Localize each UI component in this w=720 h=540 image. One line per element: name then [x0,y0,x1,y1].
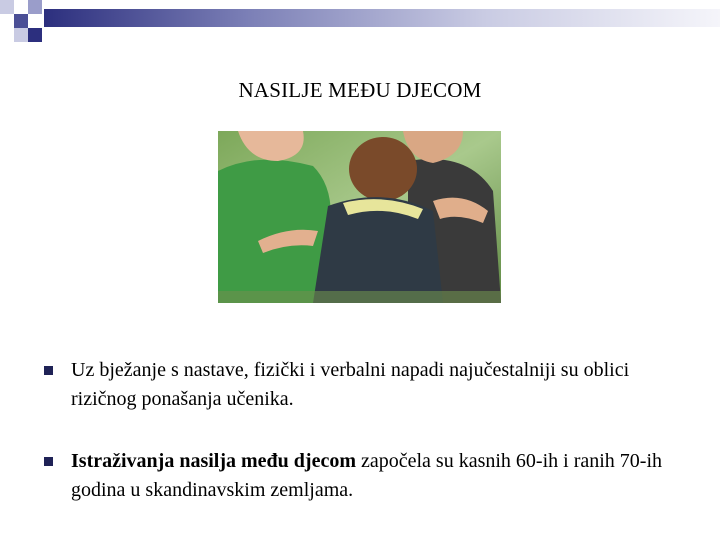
bullet-bold-text: Istraživanja nasilja među djecom [71,450,356,472]
square-bullet-icon [44,366,53,375]
bullet-text: Uz bježanje s nastave, fizički i verbalni napadi najučestalniji su oblici rizičnog ponašanja učenika. [71,359,630,410]
list-item [44,447,684,505]
slide-title: NASILJE MEĐU DJECOM [238,78,482,102]
children-fighting-photo [218,131,501,303]
bullet-text: započela su kasnih 60-ih i ranih 70-ih godina u skandinavskim zemljama. [71,450,663,501]
header-gradient-band [44,9,720,27]
square-bullet-icon [44,457,53,466]
bullet-list [44,356,684,538]
list-item [44,356,684,414]
